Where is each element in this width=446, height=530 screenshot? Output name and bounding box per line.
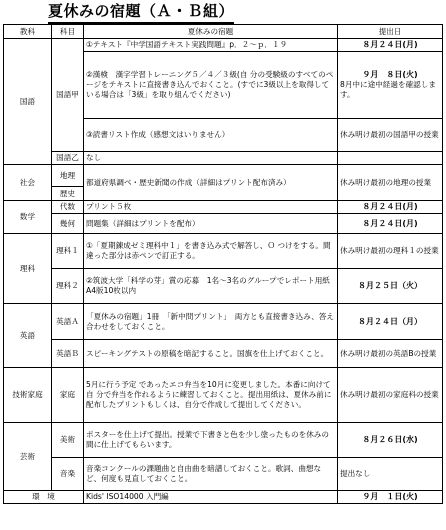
- due-cell: ８月２４日(月): [338, 39, 443, 52]
- course-ongaku: 音楽: [52, 458, 84, 491]
- task-cell: なし: [84, 152, 338, 165]
- due-cell: ８月２４日（月）: [338, 304, 443, 340]
- homework-table: [3, 24, 443, 504]
- table-row: [4, 423, 443, 458]
- course-daisu: 代数: [52, 201, 84, 214]
- table-row: [4, 214, 443, 234]
- header-row: [4, 25, 443, 39]
- header-due: 提出日: [338, 25, 443, 39]
- table-row: [4, 368, 443, 423]
- course-kika: 幾何: [52, 214, 84, 234]
- due-cell: 休み明け最初の英語Bの授業: [338, 340, 443, 368]
- due-cell: [338, 52, 443, 119]
- header-course: 科目: [52, 25, 84, 39]
- course-katei: 家庭: [52, 368, 84, 423]
- task-cell: ①テキスト『中学国語テキスト実践問題』p．２～ｐ．１９: [84, 39, 338, 52]
- subject-eigo: 英語: [4, 304, 52, 368]
- course-rika2: 理科２: [52, 269, 84, 304]
- subject-kankyo: 環 境: [4, 491, 84, 504]
- due-cell: 休み明け最初の地理の授業: [338, 165, 443, 201]
- task-cell: 「夏休みの宿題」1冊 「新中問プリント」 両方とも直接書き込み、答え合わせをしておくこと。: [84, 304, 338, 340]
- table-row: [4, 340, 443, 368]
- table-row: [4, 458, 443, 491]
- subject-sugaku: 数学: [4, 201, 52, 234]
- task-cell: プリント５枚: [84, 201, 338, 214]
- due-date: ９月 ８日(火): [362, 70, 418, 79]
- header-subject: 教科: [4, 25, 52, 39]
- subject-rika: 理科: [4, 234, 52, 304]
- task-cell: 音楽コンクールの課題曲と自由曲を暗譜しておくこと。歌詞、曲想など、何度も見直しておくこと。: [84, 458, 338, 491]
- task-cell: ポスターを仕上げて提出。授業で下書きと色を少し塗ったものを休みの間に仕上げてもらいます。: [84, 423, 338, 458]
- header-task: 夏休みの宿題: [84, 25, 338, 39]
- due-cell: 休み明け最初の国語甲の授業: [338, 119, 443, 152]
- task-cell: ②漢検 漢字学習トレーニング５／４／３級(自 分の受験級のすべてのページをテキストに直接書き込んでおくこと。(すでに3級以上を取得している場合は「3級」を取り組んでください): [84, 52, 338, 119]
- table-row: [4, 201, 443, 214]
- subject-shakai: 社会: [4, 165, 52, 201]
- due-cell: ９月 １日(火): [338, 491, 443, 504]
- task-cell: ③読書リスト作成（感想文はいりません）: [84, 119, 338, 152]
- due-cell: 休み明け最初の理科１の授業: [338, 234, 443, 269]
- course-rekishi: 歴史: [52, 187, 84, 201]
- subject-kokugo: 国語: [4, 39, 52, 165]
- due-cell: [338, 152, 443, 165]
- due-cell: ８月２４日(月): [338, 214, 443, 234]
- due-note: 8月中に途中経過を確認します。: [340, 80, 436, 99]
- course-eigo-b: 英語Ｂ: [52, 340, 84, 368]
- table-row: [4, 491, 443, 504]
- due-cell: ８月２４日(月): [338, 201, 443, 214]
- table-row: [4, 152, 443, 165]
- task-cell: 5月に行う予定 であったエコ弁当を10月に変更しました。本番に向けて自 分で弁当を作れるように練習しておくこと。提出用紙は、夏休み前に配布したプリントもしくは、自分で作成して提出してください。: [84, 368, 338, 423]
- subject-geijutsu: 芸術: [4, 423, 52, 491]
- task-cell: 都道府県調べ・歴史新聞の作成（詳細はプリント配布済み）: [84, 165, 338, 201]
- task-cell: ①「夏期錬成ゼミ理科中１」を書き込み式で解答し、Ｏ つけをする。間違った部分は赤ペンで訂正する。: [84, 234, 338, 269]
- task-cell: 問題集（詳細はプリントを配布）: [84, 214, 338, 234]
- task-cell: Kids' ISO14000 入門編: [84, 491, 338, 504]
- course-rika1: 理科１: [52, 234, 84, 269]
- table-row: [4, 39, 443, 52]
- course-kokugo-otsu: 国語乙: [52, 152, 84, 165]
- due-cell: ８月２５日（火）: [338, 269, 443, 304]
- course-kokugo-kou: 国語甲: [52, 39, 84, 152]
- due-cell: 休み明け最初の家庭科の授業: [338, 368, 443, 423]
- course-eigo-a: 英語Ａ: [52, 304, 84, 340]
- table-row: [4, 234, 443, 269]
- table-row: [4, 165, 443, 187]
- table-row: [4, 269, 443, 304]
- due-cell: ８月２６日(水): [338, 423, 443, 458]
- subject-gika: 技術家庭: [4, 368, 52, 423]
- course-chiri: 地理: [52, 165, 84, 187]
- task-cell: スピーキングテストの原稿を暗記すること。国旗を仕上げておくこと。: [84, 340, 338, 368]
- course-bijutsu: 美術: [52, 423, 84, 458]
- due-cell: 提出なし: [338, 458, 443, 491]
- page-title: 夏休みの宿題（Ａ・Ｂ組）: [48, 2, 234, 24]
- task-cell: ②筑波大学「科学の芽」賞の応募 1名～3名のグループでレポート用紙A4版10枚以内: [84, 269, 338, 304]
- table-row: [4, 304, 443, 340]
